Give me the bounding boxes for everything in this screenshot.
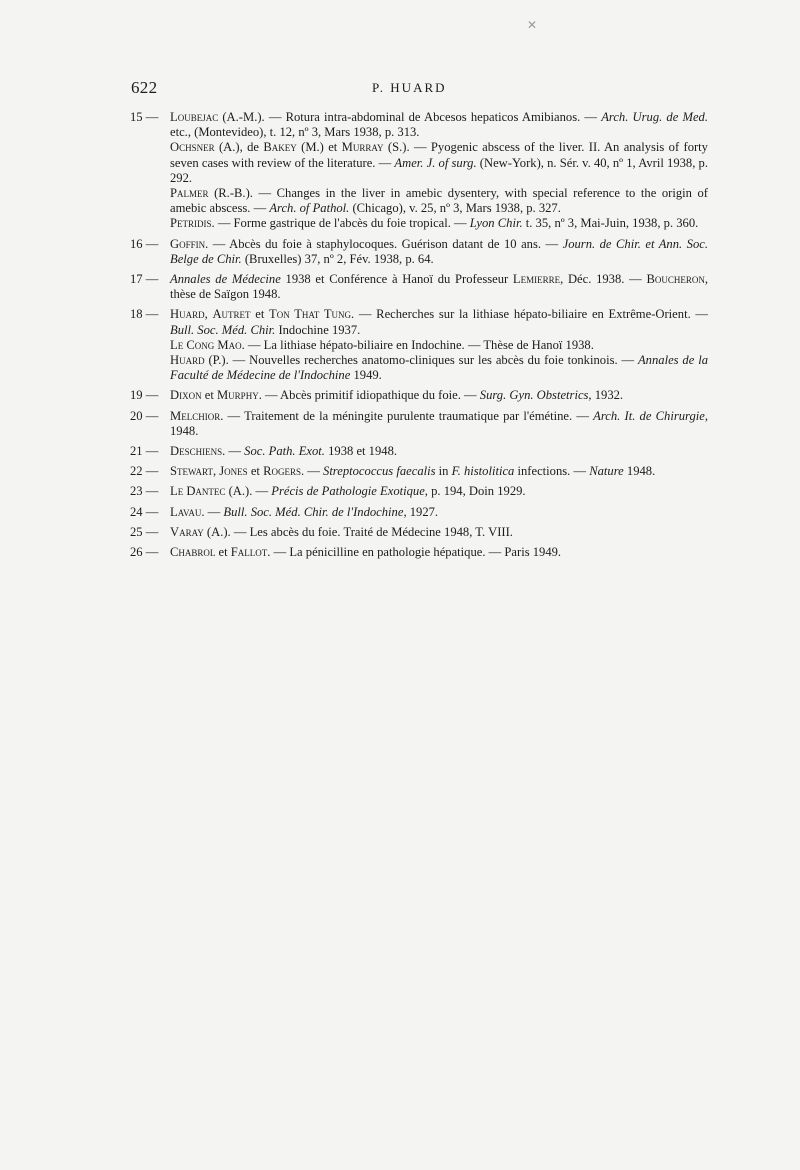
journal-title: Bull. Soc. Méd. Chir. de l'Indochine,: [223, 504, 407, 519]
citation-text: et: [247, 464, 264, 479]
author-name: Stewart: [170, 464, 213, 479]
reference-number: 20 —: [130, 408, 159, 423]
journal-title: Nature: [589, 464, 624, 479]
reference-number: 15 —: [130, 110, 159, 124]
author-name: Goffin: [170, 236, 206, 251]
citation-text: (A.). — Les abcès du foie. Traité de Médecine 1948, T. VIII.: [203, 524, 513, 539]
author-name: Melchior: [170, 408, 221, 423]
citation-text: , Déc. 1938. —: [560, 272, 647, 287]
reference-entry: [170, 110, 708, 140]
journal-title: Annales de Médecine: [170, 272, 281, 287]
citation-text: 1938 et Conférence à Hanoï du Professeur: [280, 272, 513, 287]
author-name: Huard: [170, 353, 205, 368]
journal-title: Précis de Pathologie Exotique,: [271, 484, 428, 499]
author-name: Dixon: [170, 388, 202, 403]
reference-entry: [170, 338, 708, 353]
author-name: Le Dantec: [170, 484, 226, 499]
author-name: Chabrol: [170, 545, 216, 560]
journal-title: F. histolitica: [451, 464, 515, 479]
author-name: Murray: [341, 140, 384, 155]
reference-item: [130, 444, 708, 459]
citation-text: Indochine 1937.: [275, 322, 361, 337]
reference-number: 24 —: [130, 504, 159, 519]
citation-text: . — Recherches sur la lithiase hépato-biliaire en Extrême-Orient. —: [351, 307, 708, 322]
reference-item: [130, 110, 708, 232]
citation-text: etc., (Montevideo), t. 12, nº 3, Mars 1938, p. 313.: [170, 125, 420, 140]
citation-text: et: [201, 388, 217, 403]
citation-text: (M.) et: [296, 140, 342, 155]
journal-title: Annales de la Faculté de Médecine de l'Indochine: [170, 353, 708, 383]
reference-item: [130, 409, 708, 439]
journal-title: Arch. Urug. de Med.: [601, 110, 709, 124]
citation-text: . — La lithiase hépato-biliaire en Indochine. — Thèse de Hanoï 1938.: [241, 337, 594, 352]
reference-item: [130, 545, 708, 560]
citation-text: , thèse de Saïgon 1948.: [170, 272, 708, 302]
reference-entry: [170, 444, 708, 459]
citation-text: (Chicago), v. 25, nº 3, Mars 1938, p. 327.: [349, 201, 561, 216]
author-name: Fallot: [230, 545, 268, 560]
citation-text: . — Abcès primitif idiopathique du foie. —: [258, 388, 480, 403]
author-name: Jones: [219, 464, 248, 479]
citation-text: 1932.: [591, 388, 624, 403]
journal-title: Bull. Soc. Méd. Chir.: [170, 322, 276, 337]
author-name: Loubejac: [170, 110, 219, 124]
citation-text: (P.). — Nouvelles recherches anatomo-cliniques sur les abcès du foie tonkinois. —: [204, 353, 638, 368]
reference-entry: [170, 525, 708, 540]
citation-text: t. 35, nº 3, Mai-Juin, 1938, p. 360.: [522, 216, 699, 231]
citation-text: in: [435, 464, 452, 479]
citation-text: . —: [201, 504, 224, 519]
reference-number: 26 —: [130, 545, 159, 560]
citation-text: (R.-B.). — Changes in the liver in amebic dysentery, with special reference to the origin of amebic abscess. —: [170, 186, 708, 216]
reference-item: [130, 505, 708, 520]
citation-text: 1938 et 1948.: [324, 444, 398, 459]
reference-item: [130, 464, 708, 479]
author-name: Palmer: [170, 186, 209, 201]
citation-text: (A.). —: [225, 484, 272, 499]
journal-title: Lyon Chir.: [469, 216, 523, 231]
reference-item: [130, 484, 708, 499]
reference-entry: [170, 353, 708, 383]
citation-text: 1949.: [350, 368, 382, 383]
reference-entry: [170, 464, 708, 479]
citation-text: (Bruxelles) 37, nº 2, Fév. 1938, p. 64.: [241, 251, 434, 266]
reference-entry: [170, 272, 708, 302]
citation-text: 1927.: [406, 504, 439, 519]
journal-title: Journ. de Chir. et Ann. Soc. Belge de Chir.: [170, 236, 708, 266]
citation-text: . — Abcès du foie à staphylocoques. Guérison datant de 10 ans. —: [205, 236, 563, 251]
reference-entry: [170, 545, 708, 560]
author-name: Le Cong Mao: [170, 337, 242, 352]
reference-number: 19 —: [130, 388, 159, 403]
reference-entry: [170, 140, 708, 186]
citation-text: 1948.: [623, 464, 656, 479]
reference-number: 21 —: [130, 444, 159, 459]
citation-text: et: [250, 307, 270, 322]
citation-text: . — Traitement de la méningite purulente traumatique par l'émétine. —: [220, 408, 594, 423]
author-name: Bakey: [263, 140, 297, 155]
reference-entry: [170, 388, 708, 403]
reference-item: [130, 272, 708, 302]
citation-text: infections. —: [514, 464, 590, 479]
citation-text: (A.-M.). — Rotura intra-abdominal de Abcesos hepaticos Amibianos. —: [218, 110, 602, 124]
author-name: Ton That Tung: [269, 307, 352, 322]
reference-entry: [170, 409, 708, 439]
citation-text: ,: [212, 464, 220, 479]
reference-item: [130, 388, 708, 403]
journal-title: Arch. It. de Chirurgie,: [593, 408, 708, 423]
reference-number: 18 —: [130, 307, 159, 322]
journal-title: Streptococcus faecalis: [323, 464, 436, 479]
author-name: Deschiens: [170, 444, 223, 459]
citation-text: (A.), de: [214, 140, 264, 155]
citation-text: . — La pénicilline en pathologie hépatique. — Paris 1949.: [267, 545, 562, 560]
citation-text: p. 194, Doin 1929.: [427, 484, 526, 499]
citation-text: 1948.: [170, 423, 199, 438]
reference-number: 17 —: [130, 272, 159, 287]
citation-text: (S.). — Pyogenic abscess of the liver. II. An analysis of forty seven cases with review of the literature. —: [170, 140, 708, 170]
author-name: Rogers: [263, 464, 301, 479]
reference-item: [130, 307, 708, 383]
citation-text: ,: [204, 307, 213, 322]
citation-text: (New-York), n. Sér. v. 40, nº 1, Avril 1938, p. 292.: [170, 155, 708, 185]
reference-number: 23 —: [130, 484, 159, 499]
reference-number: 22 —: [130, 464, 159, 479]
journal-title: Surg. Gyn. Obstetrics,: [479, 388, 592, 403]
author-name: Lavau: [170, 504, 202, 519]
citation-text: et: [215, 545, 231, 560]
scan-speck: ✕: [527, 18, 538, 32]
author-name: Huard: [170, 307, 205, 322]
journal-title: Amer. J. of surg.: [394, 155, 477, 170]
page-number: 622: [131, 78, 158, 97]
author-name: Petridis: [170, 216, 212, 231]
reference-entry: [170, 505, 708, 520]
reference-entry: [170, 237, 708, 267]
author-name: Ochsner: [170, 140, 215, 155]
reference-entry: [170, 307, 708, 337]
author-name: Lemierre: [512, 272, 561, 287]
reference-number: 25 —: [130, 524, 159, 539]
reference-number: 16 —: [130, 236, 159, 251]
reference-list: [130, 110, 708, 565]
citation-text: . — Forme gastrique de l'abcès du foie tropical. —: [211, 216, 470, 231]
running-head: P. HUARD: [372, 80, 447, 95]
citation-text: . —: [222, 444, 245, 459]
reference-entry: [170, 186, 708, 216]
reference-entry: [170, 216, 708, 231]
author-name: Autret: [212, 307, 251, 322]
reference-item: [130, 525, 708, 540]
citation-text: . —: [300, 464, 324, 479]
journal-title: Arch. of Pathol.: [269, 201, 350, 216]
reference-entry: [170, 484, 708, 499]
author-name: Varay: [170, 524, 204, 539]
author-name: Murphy: [216, 388, 259, 403]
reference-item: [130, 237, 708, 267]
author-name: Boucheron: [646, 272, 705, 287]
journal-title: Soc. Path. Exot.: [244, 444, 325, 459]
